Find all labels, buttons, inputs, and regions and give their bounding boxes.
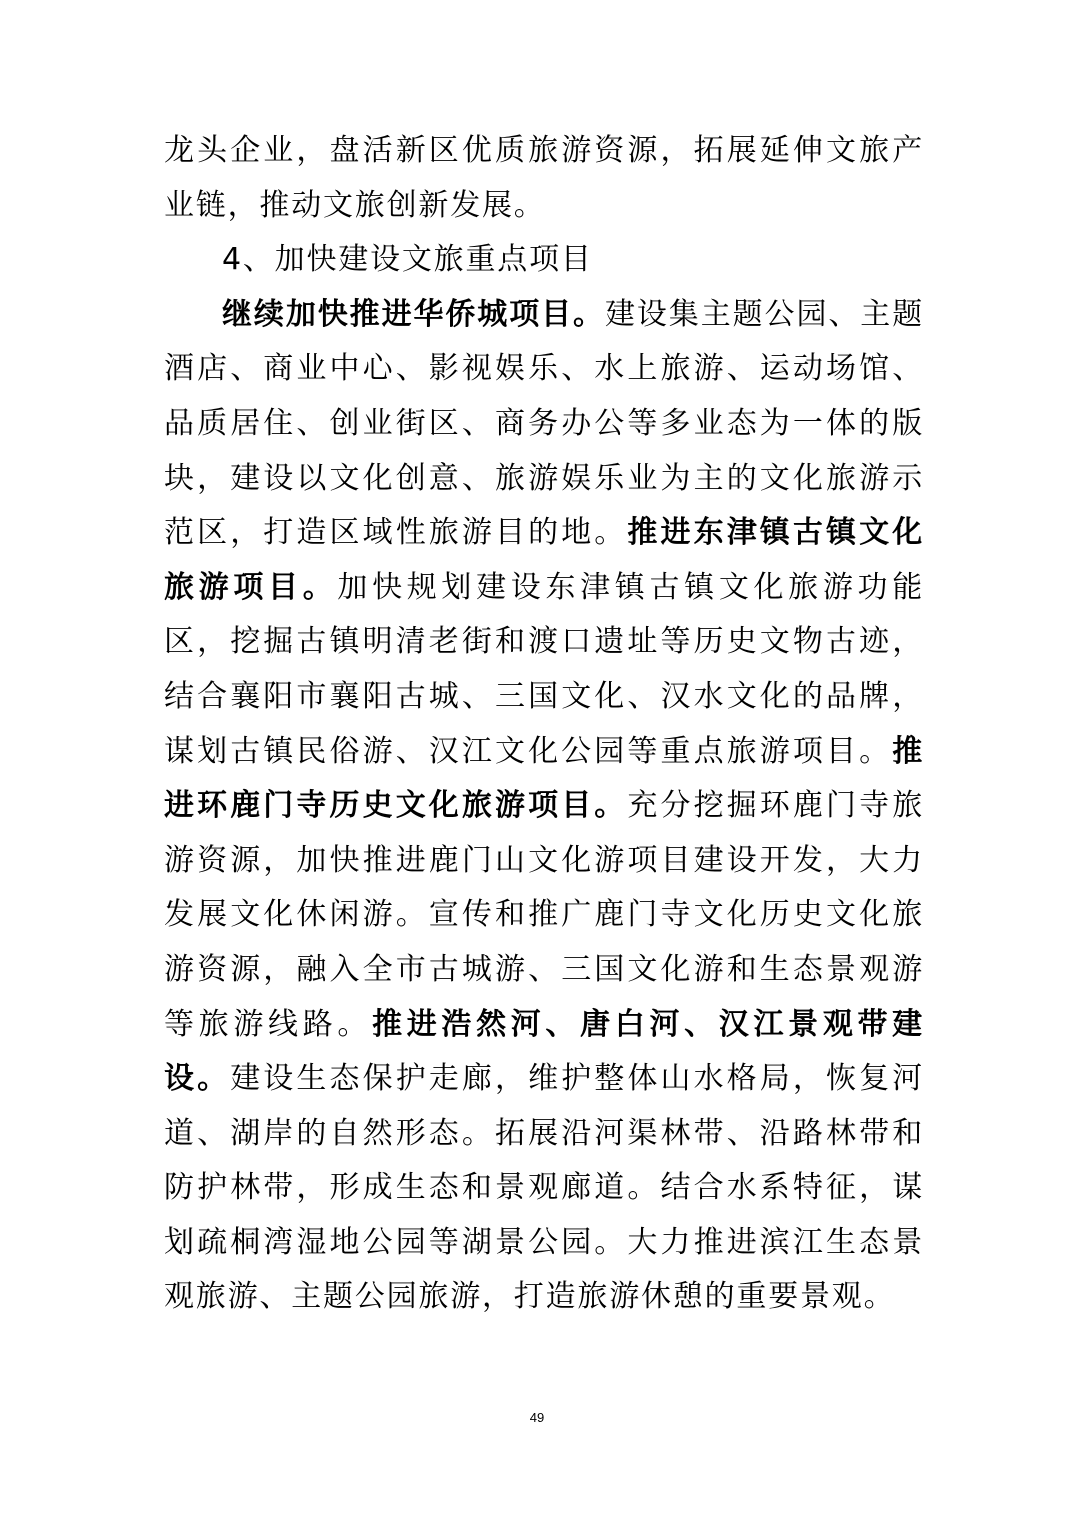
project-title-dongjin: 推进东津镇古镇文化旅游项目。 (164, 515, 925, 605)
project-desc-dongjin: 加快规划建设东津镇古镇文化旅游功能区，挖掘古镇明清老街和渡口遗址等历史文物古迹，结合襄阳市襄阳古城、三国文化、汉水文化的品牌，谋划古镇民俗游、汉江文化公园等重点旅游项目。 (164, 569, 925, 769)
project-title-huaqiaocheng: 继续加快推进华侨城项目。 (222, 296, 605, 332)
project-desc-landscape-belt: 建设生态保护走廊，维护整体山水格局，恢复河道、湖岸的自然形态。拓展沿河渠林带、沿路林带和防护林带，形成生态和景观廊道。结合水系特征，谋划疏桐湾湿地公园等湖景公园。大力推进滨江生态景观旅游、主题公园旅游，打造旅游休憩的重要景观。 (164, 1061, 924, 1315)
project-desc-lumensi: 充分挖掘环鹿门寺旅游资源，加快推进鹿门山文化游项目建设开发，大力发展文化休闲游。宣传和推广鹿门寺文化历史文化旅游资源，融入全市古城游、三国文化游和生态景观游等旅游线路。 (164, 788, 925, 1042)
project-title-landscape-belt: 推进浩然河、唐白河、汉江景观带建设。 (164, 1006, 924, 1097)
intro-paragraph: 龙头企业，盘活新区优质旅游资源，拓展延伸文旅产业链，推动文旅创新发展。 (164, 133, 924, 223)
project-title-lumensi: 推进环鹿门寺历史文化旅游项目。 (164, 733, 924, 824)
project-desc-huaqiaocheng: 建设集主题公园、主题酒店、商业中心、影视娱乐、水上旅游、运动场馆、品质居住、创业街区、商务办公等多业态为一体的版块，建设以文化创意、旅游娱乐业为主的文化旅游示范区，打造区域性旅游目的地。 (164, 296, 924, 551)
project-paragraph (164, 288, 924, 1325)
section-heading: 4、加快建设文旅重点项目 (222, 242, 593, 278)
body-text (164, 124, 924, 1325)
page-number: 49 (529, 1410, 545, 1425)
